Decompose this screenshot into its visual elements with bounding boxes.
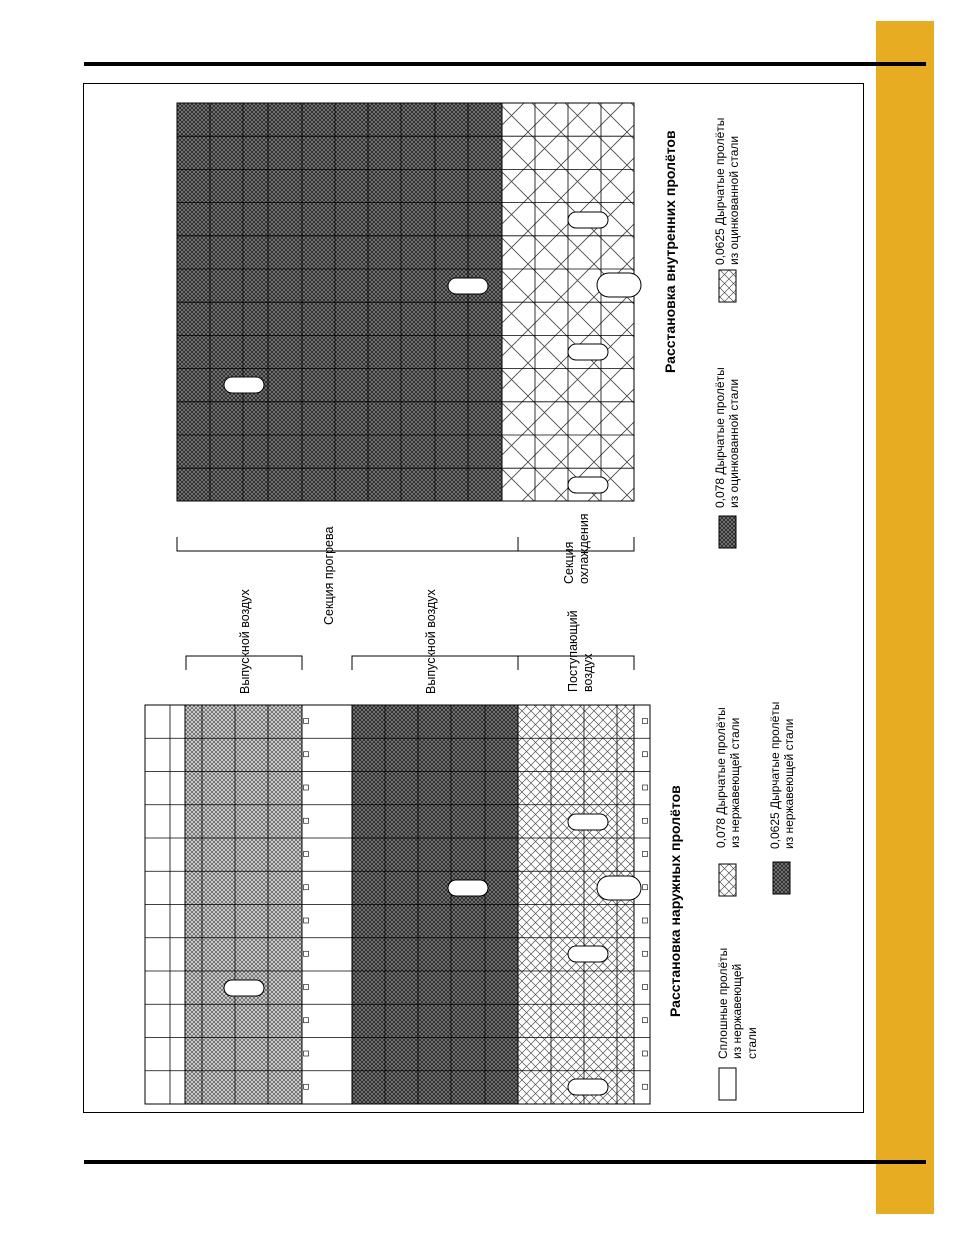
fastener-mark (304, 985, 309, 990)
label-intake: Поступающий воздух (566, 610, 595, 692)
inner-screens-diagram (177, 103, 641, 501)
fastener-mark (643, 1018, 648, 1023)
legend-swatch-solid (719, 1068, 736, 1100)
inner-oval (448, 278, 488, 294)
fastener-mark (643, 852, 648, 857)
fastener-mark (304, 951, 309, 956)
legend-swatch-inner-dark (719, 516, 736, 548)
fastener-mark (643, 719, 648, 724)
legend-text-inner-0625: 0,0625 Дырчатые пролёты из оцинкованной стали (713, 117, 742, 265)
legend-swatch-dark (773, 862, 790, 894)
fastener-mark (643, 785, 648, 790)
fastener-mark (304, 885, 309, 890)
legend-text-outer-0625: 0,0625 Дырчатые пролёты из нержавеющей стали (768, 701, 797, 849)
fastener-mark (304, 818, 309, 823)
fastener-mark (304, 918, 309, 923)
legend-text-solid: Сплошные пролёты из нержавеющей стали (716, 947, 759, 1059)
fastener-mark (643, 1084, 648, 1089)
label-cooling-section: Секция охлаждения (562, 513, 591, 584)
legend-text-outer-078: 0,078 Дырчатые пролёты из нержавеющей стали (714, 707, 743, 848)
fastener-mark (643, 1051, 648, 1056)
outer-oval (224, 980, 264, 996)
fastener-mark (643, 885, 648, 890)
fastener-mark (304, 1018, 309, 1023)
fastener-mark (304, 719, 309, 724)
fastener-mark (304, 1084, 309, 1089)
fastener-mark (304, 1051, 309, 1056)
outer-oval (597, 876, 641, 900)
legend-text-inner-078: 0,078 Дырчатые пролёты из оцинкованной стали (713, 367, 742, 508)
outer-title: Расстановка наружных пролётов (667, 785, 683, 1017)
outer-oval (568, 946, 608, 962)
fastener-mark (304, 785, 309, 790)
inner-title: Расстановка внутренних пролётов (662, 130, 678, 373)
outer-oval (568, 814, 608, 830)
fastener-mark (304, 852, 309, 857)
inner-oval (568, 477, 608, 493)
legend-swatch-light (719, 864, 736, 896)
outer-screens-diagram (145, 705, 650, 1104)
label-heating-section: Секция прогрева (322, 526, 336, 625)
fastener-mark (643, 818, 648, 823)
outer-oval (568, 1079, 608, 1095)
outer-oval (448, 880, 488, 896)
inner-oval (597, 273, 641, 297)
fastener-mark (643, 951, 648, 956)
label-exhaust-2: Выпускной воздух (424, 589, 438, 694)
inner-oval (224, 377, 264, 393)
legend-swatch-inner-light (719, 270, 736, 302)
fastener-mark (643, 752, 648, 757)
inner-oval (568, 212, 608, 228)
fastener-mark (304, 752, 309, 757)
inner-oval (568, 344, 608, 360)
fastener-mark (643, 918, 648, 923)
fastener-mark (643, 985, 648, 990)
label-exhaust-1: Выпускной воздух (238, 589, 252, 694)
